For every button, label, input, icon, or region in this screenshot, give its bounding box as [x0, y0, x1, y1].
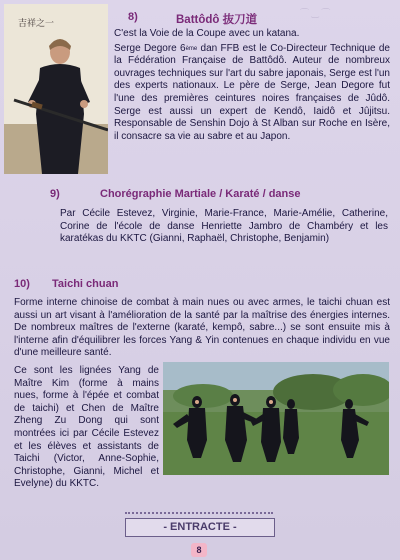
section-10-lineage: Ce sont les lignées Yang de Maître Kim (forme à mains nues, forme à l'épée et combat de taichi) et Chen de Maître Zheng Zu Dong qui sont montrées ici par Cécile Estevez et les élèves et assistants de Taichi (Victor, Anne-Sophie, Christophe, Gianni, Michel et Evelyne) du KKTC.	[14, 365, 159, 490]
taichi-group-illustration	[163, 362, 389, 475]
section-8-intro: C'est la Voie de la Coupe avec un katana.	[114, 28, 300, 39]
page-number: 8	[191, 543, 207, 557]
section-9-body: Par Cécile Estevez, Virginie, Marie-France, Marie-Amélie, Catherine, Corine de l'école de danse Henriette Jambro de Chambéry et les karatékas du KKTC (Gianni, Raphaël, Christophe, Benjamin)	[60, 208, 388, 245]
section-10-number: 10)	[14, 278, 30, 290]
entracte-banner: - ENTRACTE -	[125, 518, 275, 537]
battodo-figure-illustration	[4, 4, 108, 174]
section-8-bio: Serge Degore 6ème dan FFB est le Co-Directeur Technique de la Fédération Française de Battôdô. Auteur de nombreux ouvrages techniques sur l'art du sabre japonais, Serge est l'un des experts nationaux. Le père de Serge, Jean Degore fut l'une des premières ceintures noires françaises de Jûdô. Serge est aussi un expert de Kendô, Iaidô et Jûjitsu. Responsable de Senshin Dojo à St Alban sur Roche en Isère, il consacre sa vie au sabre et au Japon.	[114, 42, 390, 142]
section-8-title: Battôdô 抜刀道	[176, 14, 258, 26]
section-8-number: 8)	[128, 11, 138, 23]
photo-battodo	[4, 4, 108, 174]
section-10-title: Taichi chuan	[52, 278, 119, 290]
section-9-title: Chorégraphie Martiale / Karaté / danse	[100, 188, 301, 200]
section-9-number: 9)	[50, 188, 60, 200]
footer-dotted-rule	[125, 512, 273, 516]
bleed-through: ⌒ ‿ ⌒	[300, 8, 331, 18]
photo-taichi	[163, 362, 389, 475]
section-8-body	[114, 28, 390, 143]
section-10-intro: Forme interne chinoise de combat à main nues ou avec armes, le taichi chuan est aussi un art visant à l'amélioration de la santé par la maîtrise des énergies internes. De nombreux maîtres de l'externe (karaté, kempô, sabre...) se sont ensuite mis à l'interne afin d'équilibrer les forces Yang & Yin contenues en chaque individu en vue d'une meilleure santé.	[14, 297, 390, 359]
calligraphy-text: 吉祥之一	[18, 19, 55, 29]
